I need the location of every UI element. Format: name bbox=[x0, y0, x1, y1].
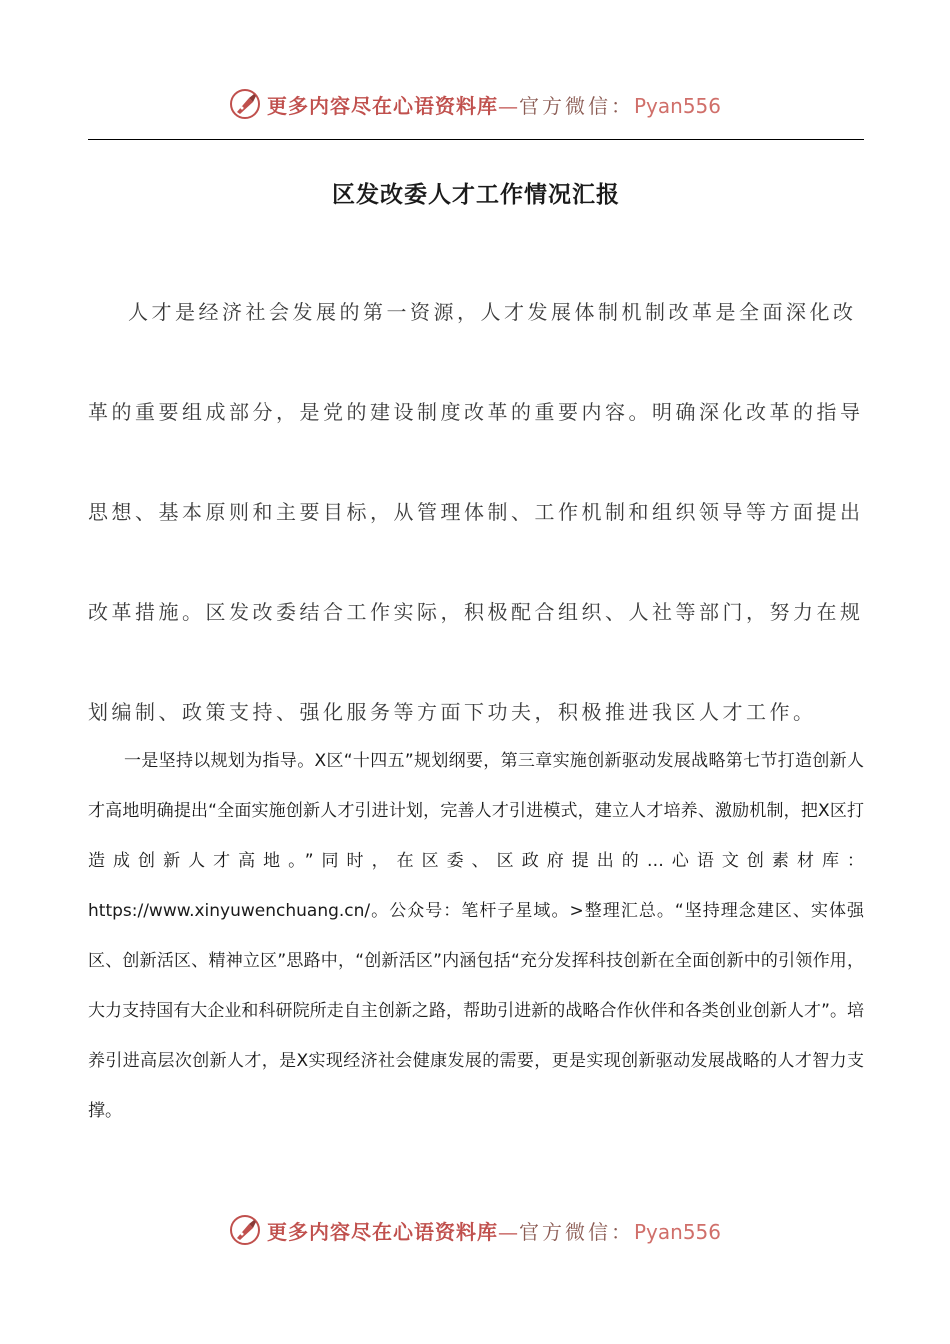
footer-banner-label: 官方微信： bbox=[518, 1219, 634, 1244]
footer-banner-dash: — bbox=[497, 1219, 519, 1244]
footer-banner-main: 更多内容尽在心语资料库 bbox=[266, 1219, 498, 1244]
header-wechat-id: Pyan556 bbox=[633, 93, 721, 118]
header-banner bbox=[0, 84, 950, 124]
pen-nib-icon bbox=[229, 1214, 261, 1246]
footer-banner-text bbox=[267, 1216, 721, 1245]
intro-paragraph: 人才是经济社会发展的第一资源，人才发展体制机制改革是全面深化改革的重要组成部分，是党的建设制度改革的重要内容。明确深化改革的指导思想、基本原则和主要目标，从管理体制、工作机制和组织领导等方面提出改革措施。区发改委结合工作实际，积极配合组织、人社等部门，努力在规划编制、政策支持、强化服务等方面下功夫，积极推进我区人才工作。 bbox=[88, 300, 864, 724]
header-banner-label: 官方微信： bbox=[518, 93, 634, 118]
document-title: 区发改委人才工作情况汇报 bbox=[332, 181, 620, 208]
pen-nib-icon bbox=[229, 88, 261, 120]
footer-banner bbox=[0, 1210, 950, 1250]
header-banner-text bbox=[267, 90, 721, 119]
header-rule bbox=[88, 139, 864, 140]
header-banner-dash: — bbox=[497, 93, 519, 118]
body-paragraph: 一是坚持以规划为指导。X区“十四五”规划纲要，第三章实施创新驱动发展战略第七节打造创新人才高地明确提出“全面实施创新人才引进计划，完善人才引进模式，建立人才培养、激励机制，把X区打造成创新人才高地。”同时，在区委、区政府提出的…心语文创素材库：https://www.xinyuwenchuang.cn/。公众号：笔杆子星域。>整理汇总。“坚持理念建区、实体强区、创新活区、精神立区”思路中，“创新活区”内涵包括“充分发挥科技创新在全面创新中的引领作用，大力支持国有大企业和科研院所走自主创新之路，帮助引进新的战略合作伙伴和各类创业创新人才”。培养引进高层次创新人才，是X实现经济社会健康发展的需要，更是实现创新驱动发展战略的人才智力支撑。 bbox=[88, 751, 864, 1121]
header-banner-main: 更多内容尽在心语资料库 bbox=[266, 93, 498, 118]
footer-wechat-id: Pyan556 bbox=[633, 1219, 721, 1244]
